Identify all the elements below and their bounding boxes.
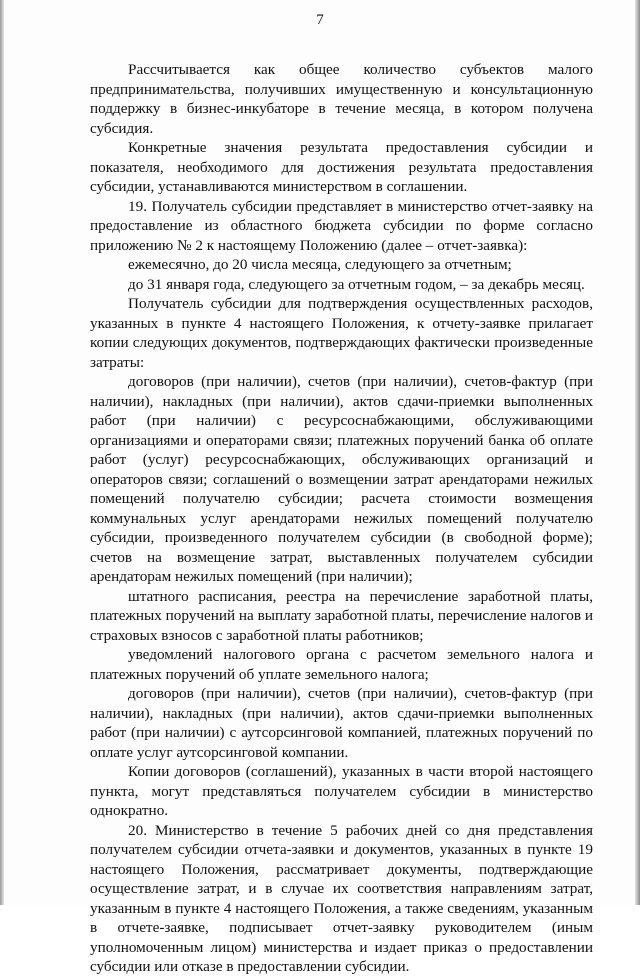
paragraph: Копии договоров (соглашений), указанных в части второй настоящего пункта, могут представляться получателем субсидии в министерство однократно.: [90, 763, 593, 819]
scan-edge-right: [635, 0, 640, 905]
paragraph: Рассчитывается как общее количество субъектов малого предпринимательства, получивших имущественную и консультационную поддержку в бизнес-инкубаторе в течение месяца, в котором получена субсидия.: [90, 61, 593, 137]
paragraph: Конкретные значения результата предоставления субсидии и показателя, необходимого для достижения результата предоставления субсидии, устанавливаются министерством в соглашении.: [90, 139, 593, 195]
page-number: 7: [316, 12, 324, 28]
paragraph: штатного расписания, реестра на перечисление заработной платы, платежных поручений на выплату заработной платы, перечисление налогов и страховых взносов с заработной платы работников;: [90, 587, 593, 644]
paragraph: ежемесячно, до 20 числа месяца, следующего за отчетным;: [128, 256, 512, 273]
paragraph: уведомлений налогового органа с расчетом земельного налога и платежных поручений об уплате земельного налога;: [90, 646, 593, 683]
scan-edge-left: [0, 0, 4, 905]
paragraph: 20. Министерство в течение 5 рабочих дней со дня представления получателем субсидии отчета-заявки и документов, указанных в пункте 19 настоящего Положения, рассматривает документы, подтверждающие осуществление затрат, и в случае их соответствия направлениям затрат, указанным в пункте 4 настоящего Положения, а также сведениям, указанным в отчете-заявке, подписывает отчет-заявку руководителем (иным уполномоченным лицом) министерства и издает приказ о предоставлении субсидии или отказе в предоставлении субсидии.: [90, 821, 593, 975]
paragraph: Получатель субсидии для подтверждения осуществленных расходов, указанных в пункте 4 настоящего Положения, к отчету-заявке прилагает копии следующих документов, подтверждающих фактически произведенные затраты:: [90, 295, 593, 371]
document-body: [90, 60, 593, 977]
paragraph: 19. Получатель субсидии представляет в министерство отчет-заявку на предоставление из областного бюджета субсидии по форме согласно приложению № 2 к настоящему Положению (далее – отчет-заявка):: [90, 197, 593, 254]
paragraph: договоров (при наличии), счетов (при наличии), счетов-фактур (при наличии), накладных (при наличии), актов сдачи-приемки выполненных работ (при наличии) с аутсорсинговой компанией, платежных поручений по оплате услуг аутсорсинговой компании.: [90, 685, 593, 761]
paragraph: до 31 января года, следующего за отчетным годом, – за декабрь месяц.: [128, 275, 585, 293]
paragraph: договоров (при наличии), счетов (при наличии), счетов-фактур (при наличии), накладных (при наличии), актов сдачи-приемки выполненных работ (при наличии) с ресурсоснабжающими, обслуживающими организациями и операторами связи; платежных поручений банка об оплате работ (услуг) ресурсоснабжающих, обслуживающих организаций и операторов связи; соглашений о возмещении затрат арендаторами нежилых помещений получателю субсидии; расчета стоимости возмещения коммунальных услуг арендаторами нежилых помещений получателю субсидии, произведенного получателем субсидии (в свободной форме); счетов на возмещение затрат, выставленных получателем субсидии арендаторам нежилых помещений (при наличии);: [90, 373, 593, 585]
